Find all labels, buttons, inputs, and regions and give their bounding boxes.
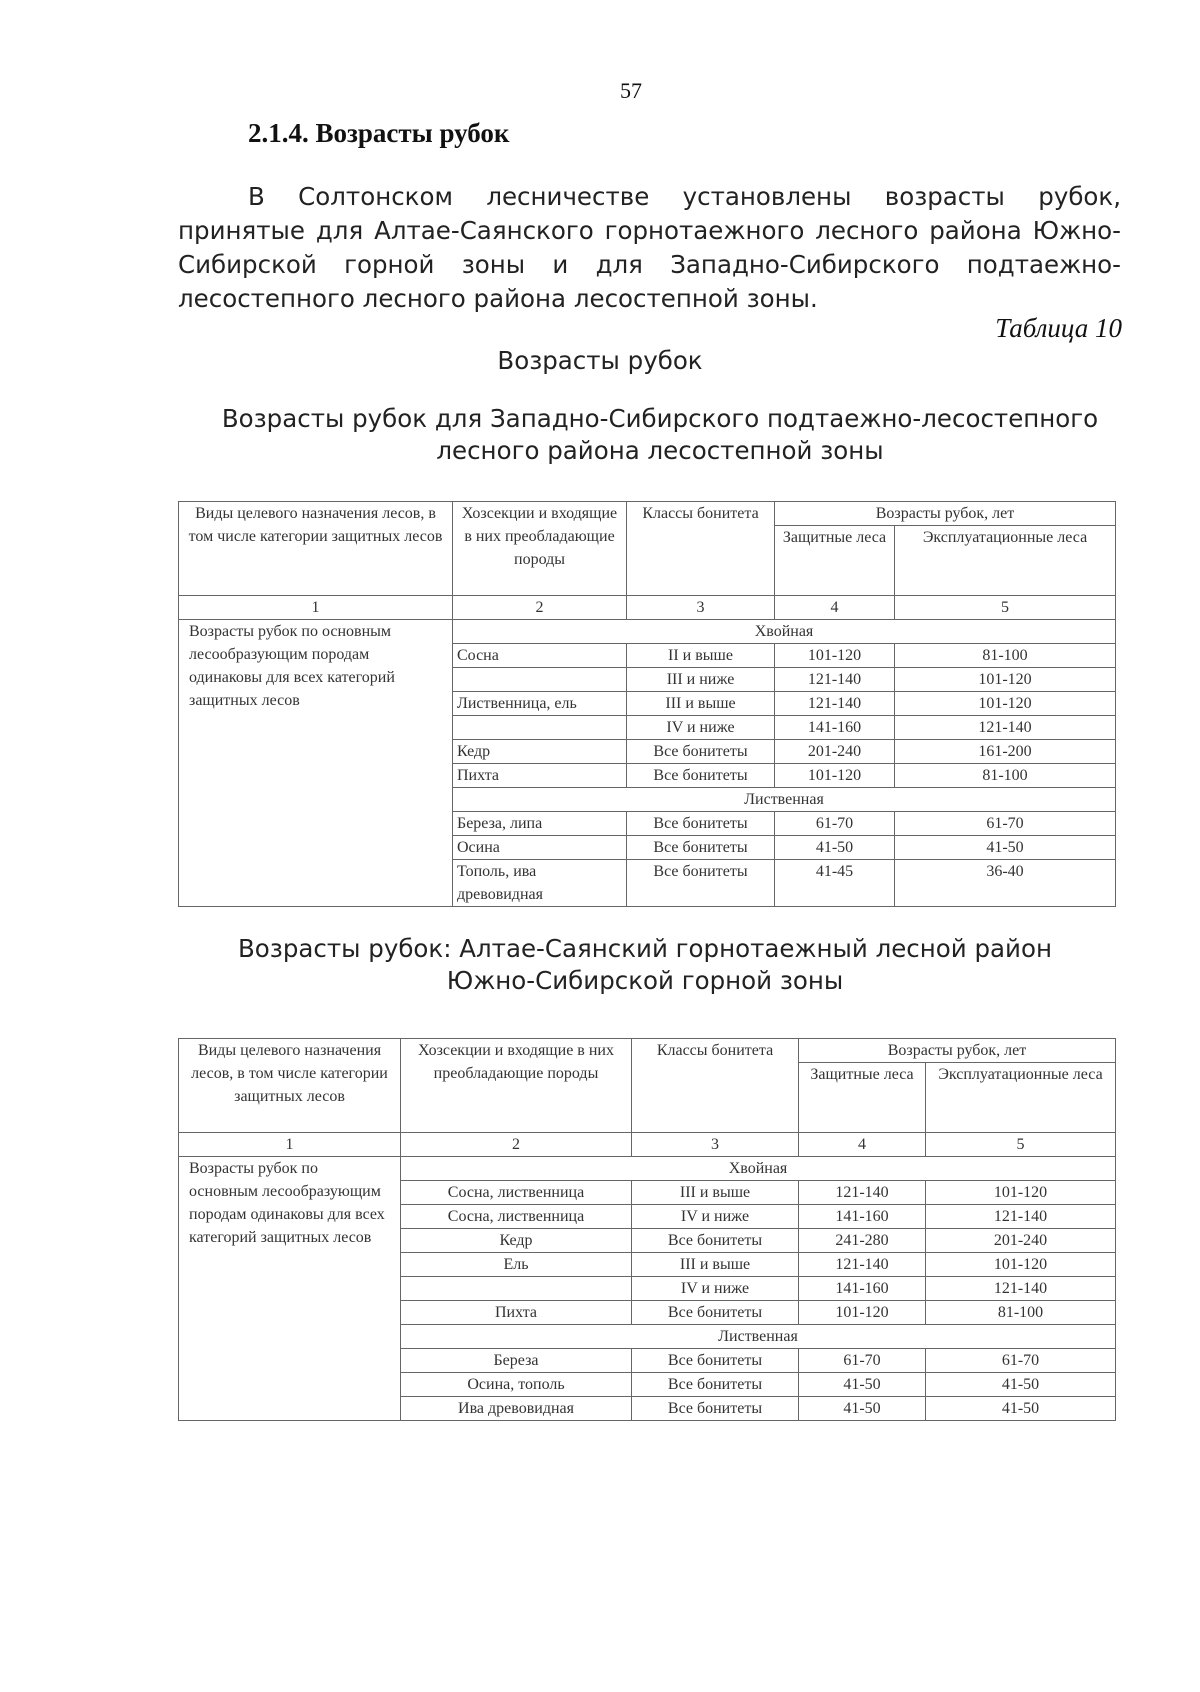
table2-caption-line1: Возрасты рубок: Алтае-Саянский горнотаежный лесной район: [238, 934, 1052, 963]
bonitet-cell: Все бонитеты: [632, 1301, 799, 1325]
species-cell: Береза, липа: [453, 812, 627, 836]
protective-age-cell: 61-70: [775, 812, 895, 836]
bonitet-cell: Все бонитеты: [627, 740, 775, 764]
cutting-ages-table-west-siberian: [178, 501, 1116, 907]
protective-age-cell: 121-140: [799, 1253, 926, 1277]
exploitation-age-cell: 101-120: [895, 692, 1116, 716]
exploitation-age-cell: 121-140: [926, 1277, 1116, 1301]
species-cell: Сосна: [453, 644, 627, 668]
column-number: 5: [895, 596, 1116, 620]
species-cell: Осина, тополь: [401, 1373, 632, 1397]
bonitet-cell: IV и ниже: [632, 1277, 799, 1301]
column-number: 3: [627, 596, 775, 620]
header-col3: Классы бонитета: [627, 502, 775, 596]
table1-caption-line1: Возрасты рубок для Западно-Сибирского подтаежно-лесостепного: [221, 404, 1099, 433]
protective-age-cell: 141-160: [799, 1205, 926, 1229]
group-conifer: Хвойная: [401, 1157, 1116, 1181]
exploitation-age-cell: 36-40: [895, 860, 1116, 907]
header-group: Возрасты рубок, лет: [799, 1039, 1116, 1063]
species-cell: Пихта: [401, 1301, 632, 1325]
species-cell: Сосна, лиственница: [401, 1205, 632, 1229]
cutting-ages-table-altai-sayan: [178, 1038, 1116, 1421]
exploitation-age-cell: 41-50: [926, 1373, 1116, 1397]
exploitation-age-cell: 121-140: [895, 716, 1116, 740]
protective-age-cell: 101-120: [799, 1301, 926, 1325]
species-cell: [453, 716, 627, 740]
header-col1: Виды целевого назначения лесов, в том числе категории защитных лесов: [179, 1039, 401, 1133]
table-label: Таблица 10: [995, 313, 1122, 343]
exploitation-age-cell: 101-120: [926, 1253, 1116, 1277]
exploitation-age-cell: 61-70: [926, 1349, 1116, 1373]
column-number: 2: [453, 596, 627, 620]
protective-age-cell: 141-160: [775, 716, 895, 740]
bonitet-cell: Все бонитеты: [632, 1397, 799, 1421]
exploitation-age-cell: 121-140: [926, 1205, 1116, 1229]
header-col4: Защитные леса: [775, 526, 895, 596]
header-col5: Эксплуатационные леса: [926, 1063, 1116, 1133]
protective-age-cell: 61-70: [799, 1349, 926, 1373]
header-col2: Хозсекции и входящие в них преобладающие породы: [453, 502, 627, 596]
exploitation-age-cell: 161-200: [895, 740, 1116, 764]
bonitet-cell: III и ниже: [627, 668, 775, 692]
column-number: 3: [632, 1133, 799, 1157]
bonitet-cell: Все бонитеты: [627, 764, 775, 788]
header-col1: Виды целевого назначения лесов, в том числе категории защитных лесов: [179, 502, 453, 596]
protective-age-cell: 121-140: [775, 668, 895, 692]
group-deciduous: Лиственная: [401, 1325, 1116, 1349]
species-cell: Осина: [453, 836, 627, 860]
bonitet-cell: III и выше: [632, 1253, 799, 1277]
main-caption: Возрасты рубок: [497, 346, 703, 375]
column-numbers-row: [179, 596, 1116, 620]
protective-age-cell: 201-240: [775, 740, 895, 764]
header-col3: Классы бонитета: [632, 1039, 799, 1133]
header-col5: Эксплуатационные леса: [895, 526, 1116, 596]
protective-age-cell: 121-140: [775, 692, 895, 716]
page-number: 57: [620, 78, 642, 103]
table2-caption: [45, 933, 1200, 997]
species-cell: Лиственница, ель: [453, 692, 627, 716]
protective-age-cell: 121-140: [799, 1181, 926, 1205]
table1-caption-line2: лесного района лесостепной зоны: [436, 436, 884, 465]
species-cell: Тополь, ива древовидная: [453, 860, 627, 907]
protective-age-cell: 101-120: [775, 644, 895, 668]
column-numbers-row: [179, 1133, 1116, 1157]
bonitet-cell: IV и ниже: [632, 1205, 799, 1229]
protective-age-cell: 41-50: [775, 836, 895, 860]
exploitation-age-cell: 81-100: [895, 764, 1116, 788]
bonitet-cell: IV и ниже: [627, 716, 775, 740]
bonitet-cell: II и выше: [627, 644, 775, 668]
exploitation-age-cell: 101-120: [895, 668, 1116, 692]
header-group: Возрасты рубок, лет: [775, 502, 1116, 526]
section-heading: 2.1.4. Возрасты рубок: [248, 118, 510, 148]
bonitet-cell: Все бонитеты: [632, 1373, 799, 1397]
bonitet-cell: Все бонитеты: [627, 812, 775, 836]
species-cell: Ива древовидная: [401, 1397, 632, 1421]
species-cell: [401, 1277, 632, 1301]
bonitet-cell: Все бонитеты: [627, 860, 775, 907]
group-conifer: Хвойная: [453, 620, 1116, 644]
species-cell: Береза: [401, 1349, 632, 1373]
bonitet-cell: Все бонитеты: [627, 836, 775, 860]
bonitet-cell: III и выше: [632, 1181, 799, 1205]
table2-caption-line2: Южно-Сибирской горной зоны: [446, 966, 844, 995]
column-number: 2: [401, 1133, 632, 1157]
exploitation-age-cell: 41-50: [926, 1397, 1116, 1421]
group-deciduous: Лиственная: [453, 788, 1116, 812]
species-cell: [453, 668, 627, 692]
exploitation-age-cell: 41-50: [895, 836, 1116, 860]
protective-age-cell: 41-50: [799, 1373, 926, 1397]
exploitation-age-cell: 201-240: [926, 1229, 1116, 1253]
protective-age-cell: 41-45: [775, 860, 895, 907]
exploitation-age-cell: 81-100: [926, 1301, 1116, 1325]
protective-age-cell: 41-50: [799, 1397, 926, 1421]
exploitation-age-cell: 61-70: [895, 812, 1116, 836]
protective-age-cell: 241-280: [799, 1229, 926, 1253]
column-number: 4: [799, 1133, 926, 1157]
category-cell: Возрасты рубок по основным лесообразующим породам одинаковы для всех категорий защитных лесов: [179, 620, 453, 907]
species-cell: Пихта: [453, 764, 627, 788]
exploitation-age-cell: 101-120: [926, 1181, 1116, 1205]
bonitet-cell: Все бонитеты: [632, 1229, 799, 1253]
exploitation-age-cell: 81-100: [895, 644, 1116, 668]
column-number: 1: [179, 596, 453, 620]
table1-caption: [60, 403, 1200, 467]
column-number: 1: [179, 1133, 401, 1157]
species-cell: Кедр: [401, 1229, 632, 1253]
protective-age-cell: 141-160: [799, 1277, 926, 1301]
intro-paragraph: В Солтонском лесничестве установлены возрасты рубок, принятые для Алтае-Саянского горнотаежного лесного района Южно-Сибирской горной зоны и для Западно-Сибирского подтаежно-лесостепного лесного района лесостепной зоны.: [178, 182, 1121, 313]
protective-age-cell: 101-120: [775, 764, 895, 788]
column-number: 5: [926, 1133, 1116, 1157]
header-col4: Защитные леса: [799, 1063, 926, 1133]
header-col2: Хозсекции и входящие в них преобладающие породы: [401, 1039, 632, 1133]
bonitet-cell: Все бонитеты: [632, 1349, 799, 1373]
column-number: 4: [775, 596, 895, 620]
category-cell: Возрасты рубок по основным лесообразующим породам одинаковы для всех категорий защитных лесов: [179, 1157, 401, 1421]
bonitet-cell: III и выше: [627, 692, 775, 716]
species-cell: Кедр: [453, 740, 627, 764]
species-cell: Сосна, лиственница: [401, 1181, 632, 1205]
species-cell: Ель: [401, 1253, 632, 1277]
